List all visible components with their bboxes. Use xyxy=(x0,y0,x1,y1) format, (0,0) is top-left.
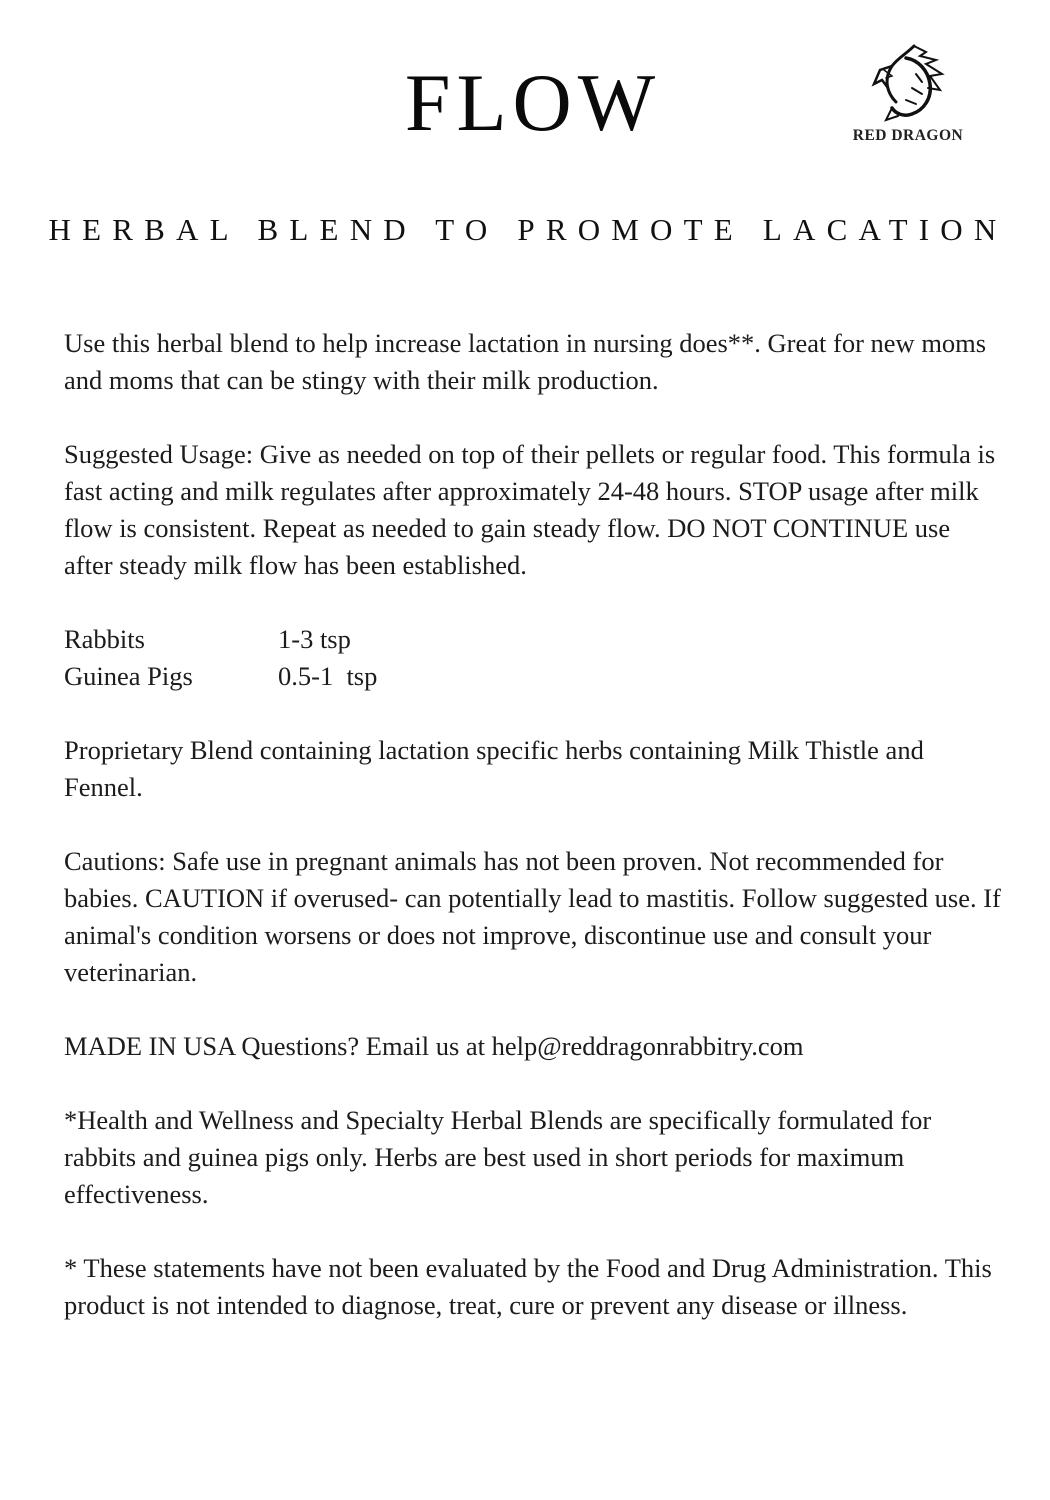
dosage-amount: 1-3 tsp xyxy=(278,624,351,654)
dosage-table xyxy=(64,621,1004,695)
fda-disclaimer: * These statements have not been evaluated by the Food and Drug Administration. This product is not intended to diagnose, treat, cure or prevent any disease or illness. xyxy=(64,1253,992,1320)
dosage-row xyxy=(64,658,1004,695)
dosage-row xyxy=(64,621,1004,658)
label-body xyxy=(64,325,1004,1361)
usage-paragraph: Suggested Usage: Give as needed on top of their pellets or regular food. This formula is fast acting and milk regulates after approximately 24-48 hours. STOP usage after milk flow is consistent. Repeat as needed to gain steady flow. DO NOT CONTINUE use after steady milk flow has been established. xyxy=(64,439,996,580)
product-title: FLOW xyxy=(404,57,662,148)
intro-paragraph: Use this herbal blend to help increase lactation in nursing does**. Great for new moms and moms that can be stingy with their milk production. xyxy=(64,328,987,395)
dragon-icon xyxy=(866,40,950,126)
dosage-animal: Guinea Pigs xyxy=(64,661,193,691)
cautions-paragraph: Cautions: Safe use in pregnant animals has not been proven. Not recommended for babies. CAUTION if overused- can potentially lead to mastitis. Follow suggested use. If animal's condition worsens or does not improve, discontinue use and consult your veterinarian. xyxy=(64,846,1001,987)
brand-logo xyxy=(840,40,976,152)
dosage-animal: Rabbits xyxy=(64,624,145,654)
dosage-amount: 0.5-1 tsp xyxy=(278,661,378,691)
blend-paragraph: Proprietary Blend containing lactation specific herbs containing Milk Thistle and Fennel. xyxy=(64,735,924,802)
product-subtitle: HERBAL BLEND TO PROMOTE LACATION xyxy=(48,212,1008,247)
logo-text: RED DRAGON xyxy=(852,127,964,144)
specialty-note: *Health and Wellness and Specialty Herbal Blends are specifically formulated for rabbits and guinea pigs only. Herbs are best used in short periods for maximum effectiveness. xyxy=(64,1105,932,1209)
contact-line: MADE IN USA Questions? Email us at help@reddragonrabbitry.com xyxy=(64,1031,804,1061)
